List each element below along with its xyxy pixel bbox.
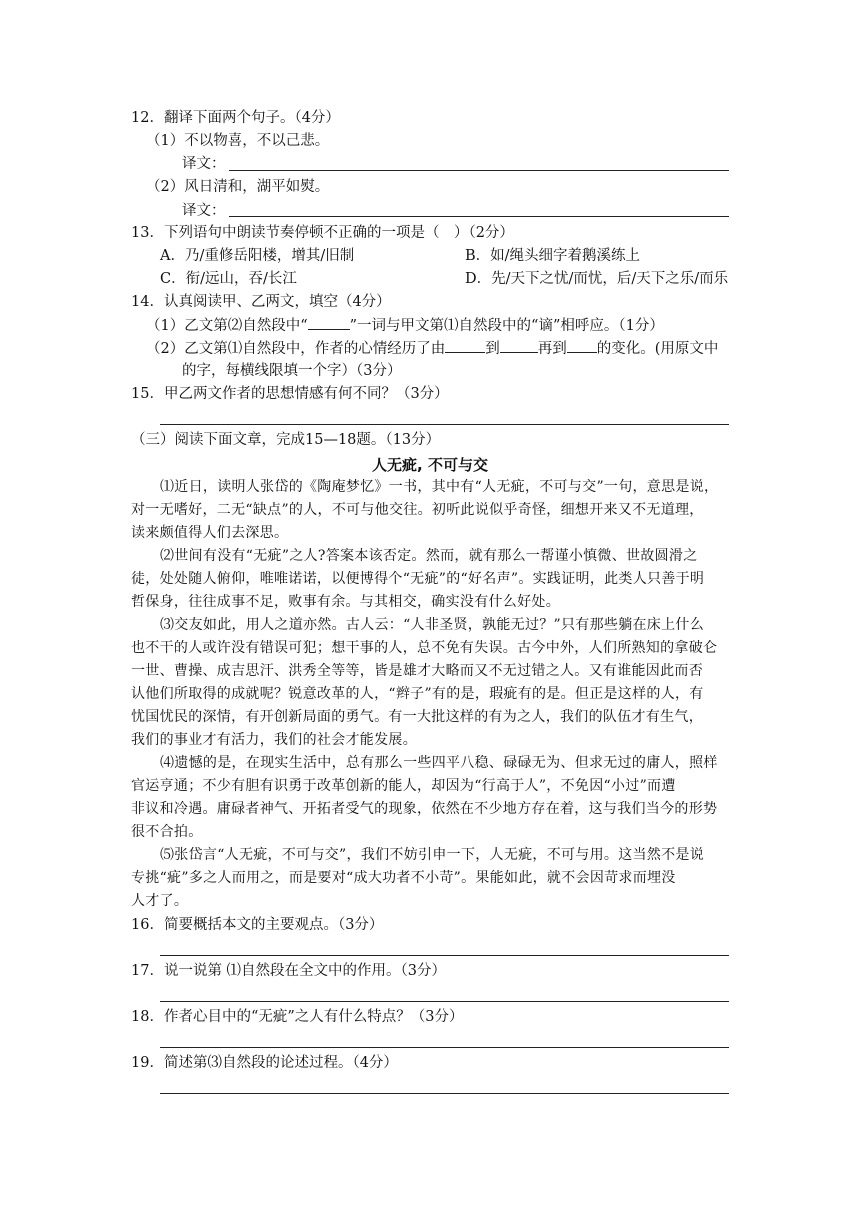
q13-stem: 13．下列语句中朗读节奏停顿不正确的一项是（ ）（2分） xyxy=(131,225,514,241)
q15-answer-line[interactable] xyxy=(160,424,729,425)
para-5-line-2: 专挑“疵”多之人而用之，而是要对“成大功者不小苛”。果能如此，就不会因苛求而埋没 xyxy=(131,870,676,886)
q12-sentence-1: （1）不以物喜，不以己悲。 xyxy=(146,133,330,149)
q16-stem: 16．简要概括本文的主要观点。（3分） xyxy=(131,917,384,933)
q14-stem: 14．认真阅读甲、乙两文，填空（4分） xyxy=(131,294,391,310)
para-4-line-1: ⑷遗憾的是，在现实生活中，总有那么一些四平八稳、碌碌无为、但求无过的庸人，照样 xyxy=(160,755,718,771)
para-1-line-2: 对一无嗜好，二无“缺点”的人，不可与他交往。初听此说似乎奇怪，细想开来又不无道理， xyxy=(131,502,704,518)
para-2-line-2: 徒，处处随人俯仰，唯唯诺诺，以便博得个“无疵”的“好名声”。实践证明，此类人只善于明 xyxy=(131,571,705,587)
q13-option-b: B．如/绳头细字着鹅溪练上 xyxy=(465,248,641,264)
para-3-line-5: 忧国忧民的深情，有开创新局面的勇气。有一大批这样的有为之人，我们的队伍才有生气， xyxy=(131,709,703,725)
q14-blank-1[interactable] xyxy=(308,315,350,330)
q13-option-d: D．先/天下之忧/而忧，后/天下之乐/而乐 xyxy=(465,271,729,287)
para-1-line-1: ⑴近日，读明人张岱的《陶庵梦忆》一书，其中有“人无疵，不可与交”一句，意思是说， xyxy=(160,479,719,495)
q14-part-2-line-2: 的字，每横线限填一个字）（3分） xyxy=(182,363,402,379)
para-4-line-3: 非议和冷遇。庸碌者神气、开拓者受气的现象，依然在不少地方存在着，这与我们当今的形势 xyxy=(131,801,718,817)
q18-answer-line[interactable] xyxy=(160,1047,729,1048)
para-2-line-1: ⑵世间有没有“无疵”之人?答案本该否定。然而，就有那么一帮谨小慎微、世故圆滑之 xyxy=(160,548,698,564)
q14-part-1-text-a: （1）乙文第⑵自然段中“ xyxy=(146,318,308,334)
q19-answer-line[interactable] xyxy=(160,1093,729,1094)
q15-stem: 15．甲乙两文作者的思想情感有何不同？（3分） xyxy=(131,386,449,402)
q17-stem: 17．说一说第 ⑴自然段在全文中的作用。（3分） xyxy=(131,963,447,979)
q14-blank-4[interactable] xyxy=(567,338,597,353)
para-1-line-3: 读来颇值得人们去深思。 xyxy=(131,525,289,541)
q12-answer-line-1[interactable] xyxy=(229,170,729,171)
q16-answer-line[interactable] xyxy=(160,955,729,956)
section-3-header: （三）阅读下面文章，完成15—18题。（13分） xyxy=(131,432,441,448)
para-4-line-4: 很不合拍。 xyxy=(131,824,203,840)
para-3-line-1: ⑶交友如此，用人之道亦然。古人云：“人非圣贤，孰能无过？”只有那些躺在床上什么 xyxy=(160,617,705,633)
q14-part-2-text-c: 再到 xyxy=(537,341,567,357)
q14-part-2 xyxy=(146,338,718,359)
q14-part-2-text-a: （2）乙文第⑴自然段中，作者的心情经历了由 xyxy=(146,341,446,357)
article-title: 人无疵, 不可与交 xyxy=(372,456,488,474)
q14-part-2-text-b: 到 xyxy=(485,341,500,357)
q14-blank-3[interactable] xyxy=(500,338,538,353)
para-5-line-3: 人才了。 xyxy=(131,893,189,909)
q13-option-c: C．衔/远山，吞/长江 xyxy=(160,271,297,287)
q14-part-1-text-b: ”一词与甲文第⑴自然段中的“谪”相呼应。（1分） xyxy=(349,318,664,334)
para-4-line-2: 官运亨通；不少有胆有识勇于改革创新的能人，却因为“行高于人”，不免因“小过”而遭 xyxy=(131,778,676,794)
q12-answer-label-1: 译文： xyxy=(182,156,226,172)
para-2-line-3: 哲保身，往往成事不足，败事有余。与其相交，确实没有什么好处。 xyxy=(131,594,560,610)
para-3-line-2: 也不干的人或许没有错误可犯；想干事的人，总不免有失误。古今中外，人们所熟知的拿破仑 xyxy=(131,640,718,656)
q19-stem: 19．简述第⑶自然段的论述过程。（4分） xyxy=(131,1055,398,1071)
para-3-line-6: 我们的事业才有活力，我们的社会才能发展。 xyxy=(131,732,417,748)
q14-part-2-text-d: 的变化。(用原文中 xyxy=(596,341,719,357)
para-3-line-3: 一世、曹操、成吉思汗、洪秀全等等，皆是雄才大略而又不无过错之人。又有谁能因此而否 xyxy=(131,663,703,679)
para-3-line-4: 认他们所取得的成就呢？锐意改革的人，“辫子”有的是，瑕疵有的是。但正是这样的人，有 xyxy=(131,686,704,702)
q12-sentence-2: （2）风日清和，湖平如熨。 xyxy=(146,179,330,195)
q14-part-1 xyxy=(146,315,664,336)
q17-answer-line[interactable] xyxy=(160,1001,729,1002)
q12-answer-label-2: 译文： xyxy=(182,203,226,219)
q12-stem: 12．翻译下面两个句子。（4分） xyxy=(131,110,340,126)
q12-answer-line-2[interactable] xyxy=(229,216,729,217)
q18-stem: 18．作者心目中的“无疵”之人有什么特点？（3分） xyxy=(131,1009,464,1025)
q13-option-a: A．乃/重修岳阳楼，增其/旧制 xyxy=(160,248,355,264)
para-5-line-1: ⑸张岱言“人无疵，不可与交”，我们不妨引申一下，人无疵，不可与用。这当然不是说 xyxy=(160,847,705,863)
q14-blank-2[interactable] xyxy=(445,338,485,353)
